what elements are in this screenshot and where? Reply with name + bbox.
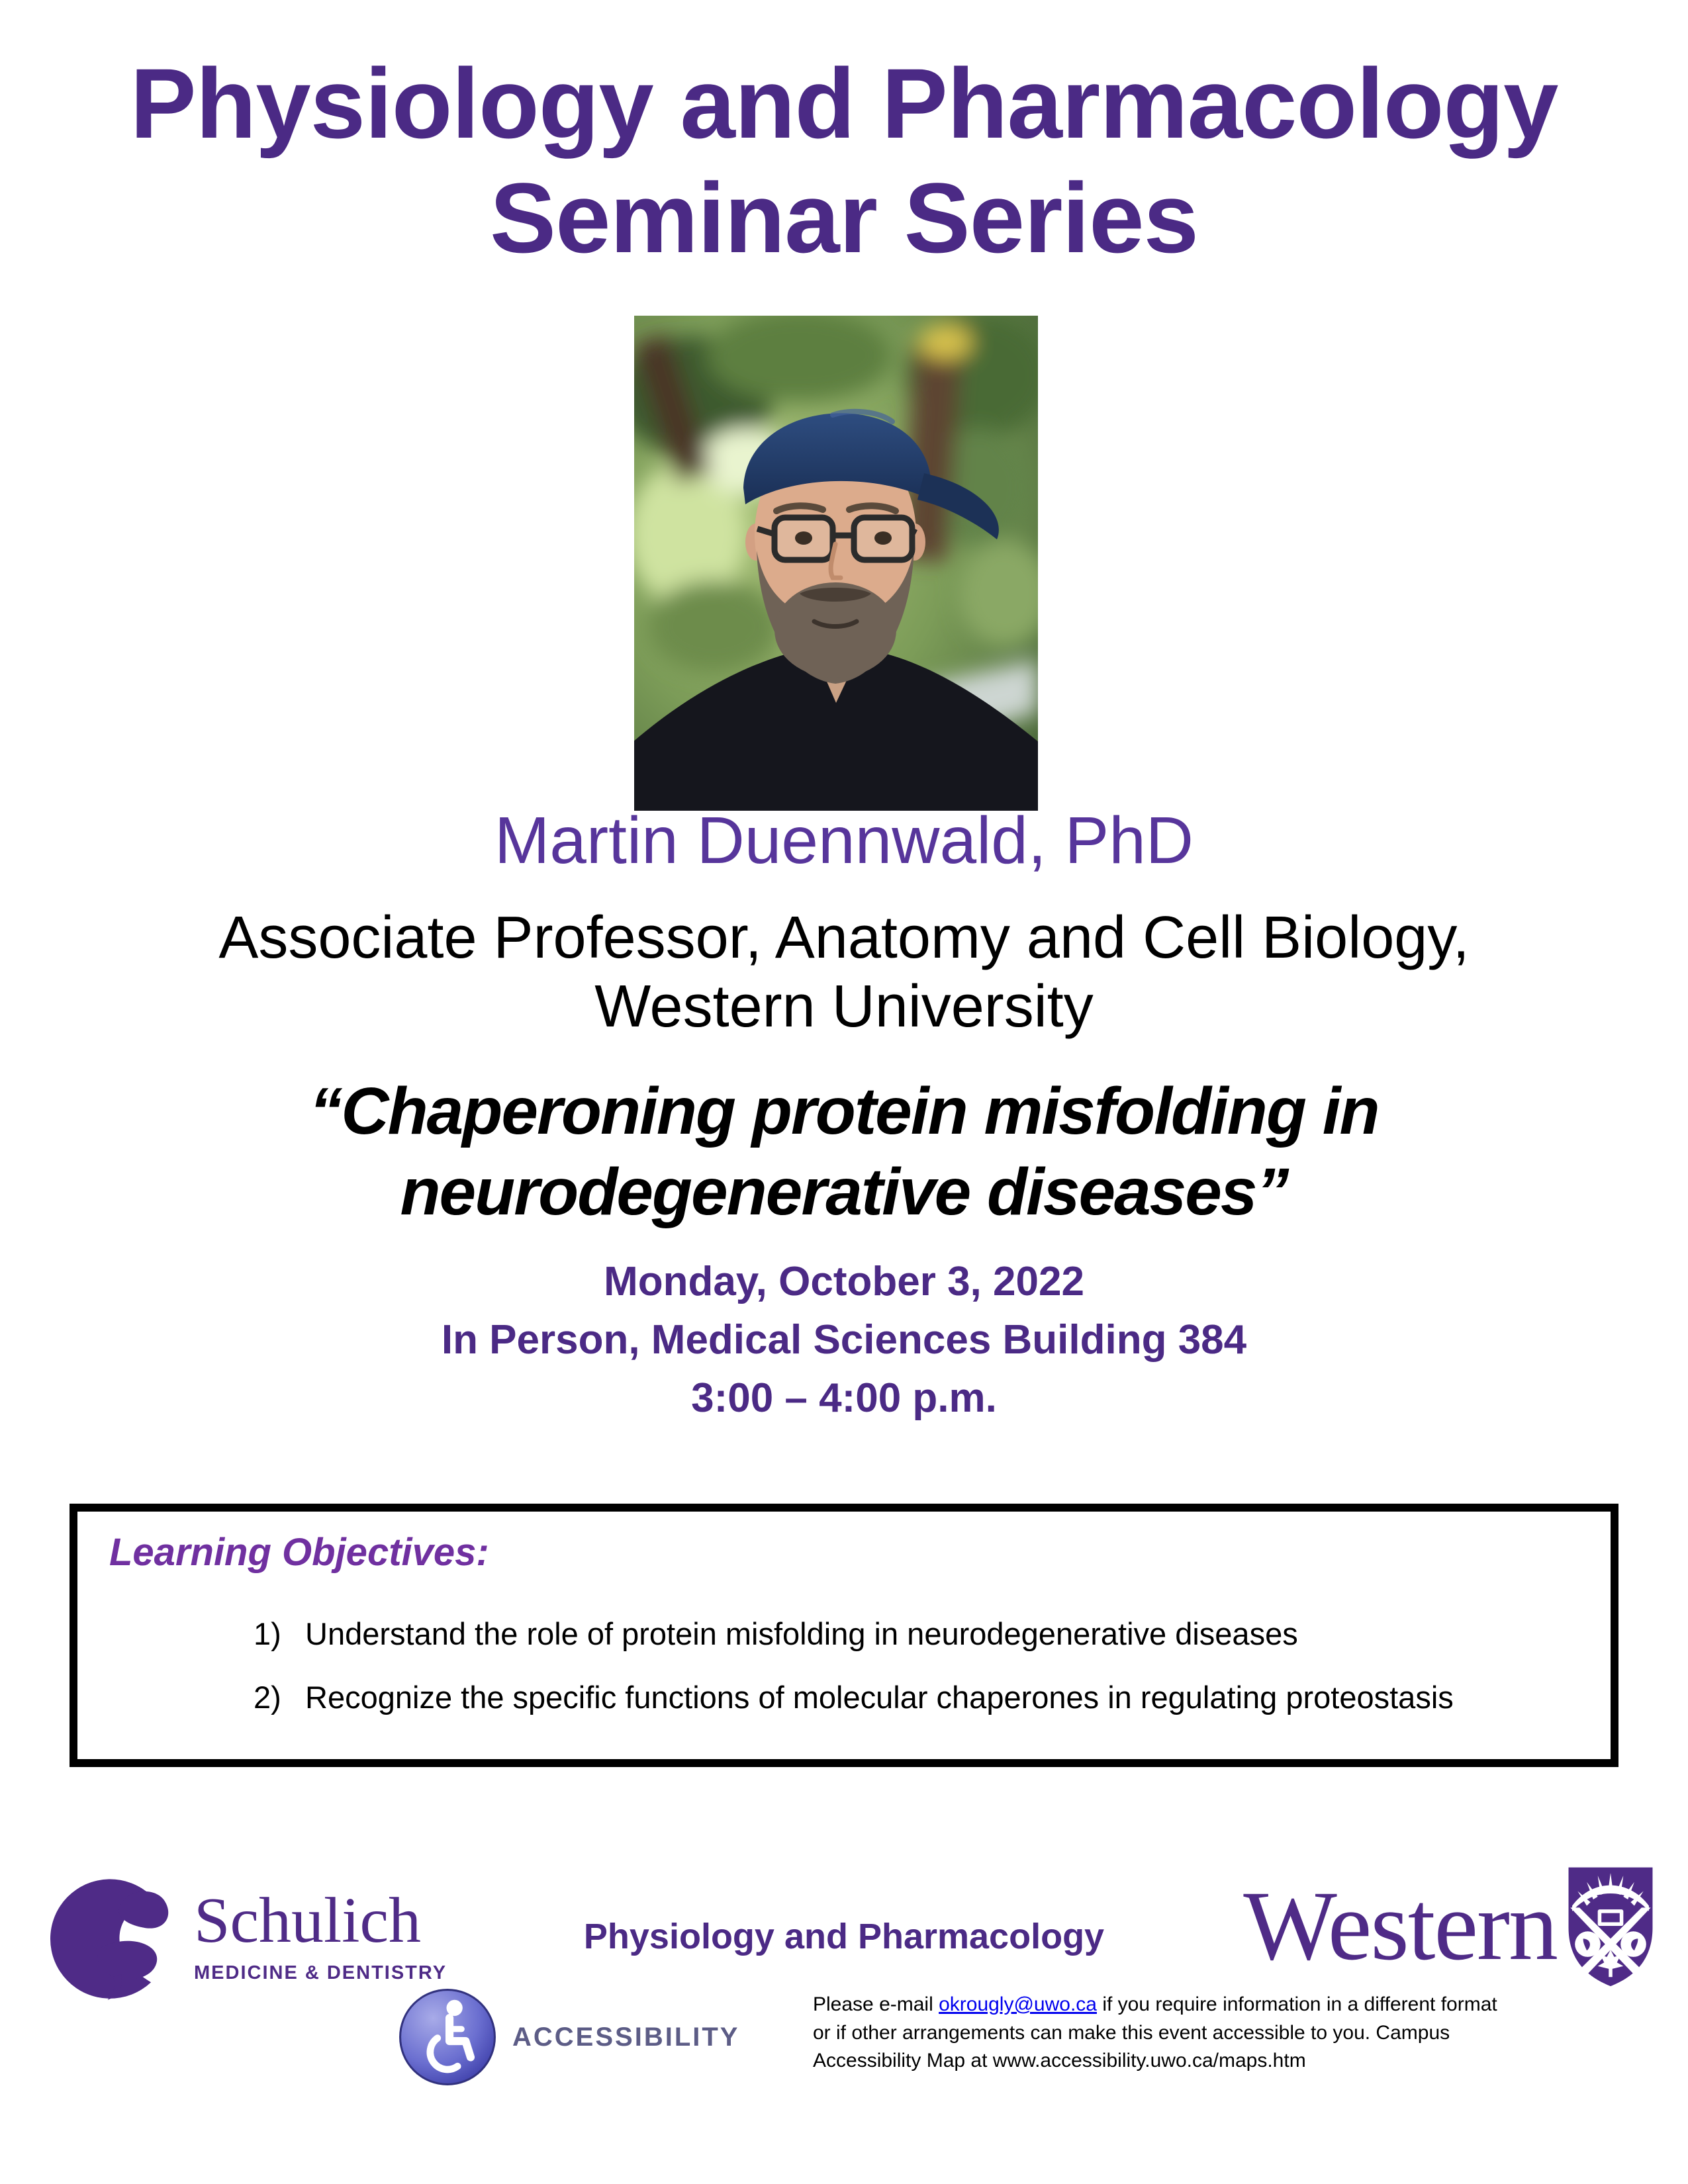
- department-name: Physiology and Pharmacology: [583, 1917, 1105, 1956]
- event-location: In Person, Medical Sciences Building 384: [441, 1317, 1247, 1363]
- event-date: Monday, October 3, 2022: [604, 1259, 1084, 1304]
- speaker-name: Martin Duennwald, PhD: [494, 803, 1194, 878]
- learning-objective-item: [254, 1615, 1584, 1653]
- accessibility-label: ACCESSIBILITY: [512, 2022, 740, 2052]
- schulich-name: Schulich: [194, 1885, 421, 1956]
- learning-objectives-list: [254, 1615, 1584, 1717]
- event-time: 3:00 – 4:00 p.m.: [691, 1375, 997, 1422]
- note-line-2: or if other arrangements can make this event accessible to you. Campus: [813, 2021, 1450, 2044]
- talk-title-line-1: “Chaperoning protein misfolding in: [309, 1074, 1379, 1148]
- talk-title: [0, 1071, 1688, 1232]
- speaker-affiliation-line-1: Associate Professor, Anatomy and Cell Biology,: [218, 905, 1470, 971]
- event-datetime: [0, 1253, 1688, 1428]
- speaker-affiliation-line-2: Western University: [594, 974, 1094, 1040]
- talk-title-line-2: neurodegenerative diseases”: [400, 1155, 1288, 1229]
- accessibility-note: [813, 1991, 1541, 2075]
- page-title: [0, 46, 1688, 275]
- email-link[interactable]: okrougly@uwo.ca: [939, 1993, 1097, 2015]
- note-suffix: if you require information in a different format: [1096, 1993, 1497, 2015]
- speaker-photo-illustration: [634, 316, 1038, 811]
- schulich-tagline: MEDICINE & DENTISTRY: [194, 1962, 447, 1983]
- learning-objectives-box: [70, 1504, 1618, 1767]
- accessibility-logo: [397, 1987, 739, 2087]
- western-shield-icon: [1565, 1861, 1656, 1991]
- learning-objectives-heading: Learning Objectives:: [109, 1531, 489, 1574]
- speaker-affiliation: [0, 903, 1688, 1042]
- page-title-line-1: Physiology and Pharmacology: [130, 48, 1558, 159]
- objective-text: Understand the role of protein misfolding in neurodegenerative diseases: [305, 1616, 1298, 1651]
- note-prefix: Please e-mail: [813, 1993, 939, 2015]
- western-logo: [1243, 1861, 1656, 1991]
- note-line-3: Accessibility Map at www.accessibility.uwo.ca/maps.htm: [813, 2050, 1306, 2072]
- objective-number: 1): [254, 1616, 281, 1651]
- speaker-photo: [634, 316, 1038, 811]
- accessibility-wheelchair-icon: [397, 1987, 498, 2087]
- page-title-line-2: Seminar Series: [490, 161, 1198, 273]
- objective-text: Recognize the specific functions of molecular chaperones in regulating proteostasis: [305, 1680, 1454, 1715]
- objective-number: 2): [254, 1680, 281, 1715]
- learning-objective-item: [254, 1679, 1584, 1716]
- western-wordmark: Western: [1243, 1871, 1557, 1981]
